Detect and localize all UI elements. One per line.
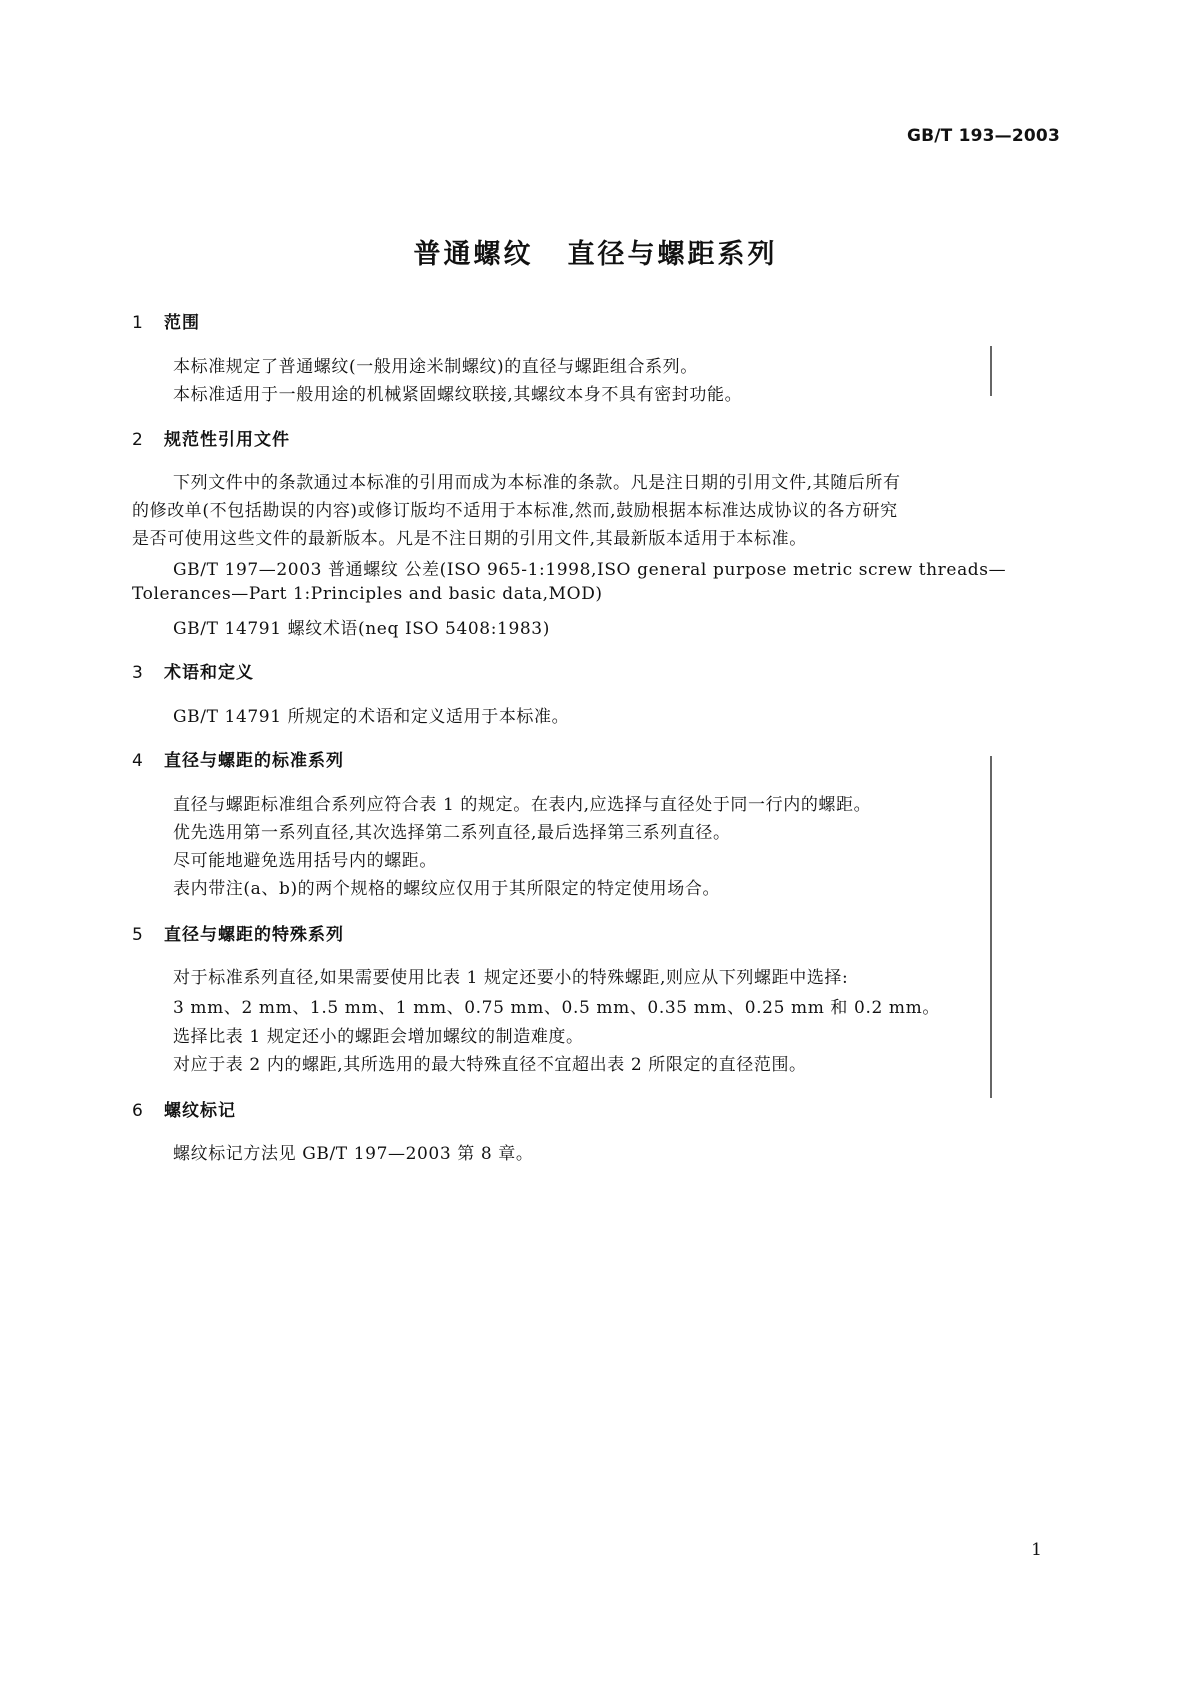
- paragraph: 螺纹标记方法见 GB/T 197—2003 第 8 章。: [173, 1144, 534, 1164]
- standard-code: GB/T 193—2003: [906, 126, 1060, 146]
- title-part-1: 普通螺纹: [413, 239, 534, 270]
- title-part-2: 直径与螺距系列: [567, 239, 778, 270]
- reference-gbt-197-continued: Tolerances—Part 1:Principles and basic data,MOD): [132, 584, 603, 604]
- section-6-heading: [132, 1096, 236, 1121]
- paragraph: 本标准适用于一般用途的机械紧固螺纹联接,其螺纹本身不具有密封功能。: [173, 385, 743, 405]
- reference-gbt-197: GB/T 197—2003 普通螺纹 公差(ISO 965-1:1998,ISO general purpose metric screw threads—: [173, 560, 1007, 580]
- section-title: 直径与螺距的特殊系列: [164, 925, 344, 945]
- paragraph: 是否可使用这些文件的最新版本。凡是不注日期的引用文件,其最新版本适用于本标准。: [132, 529, 807, 549]
- section-1-heading: [132, 308, 200, 333]
- section-2-heading: [132, 425, 290, 450]
- section-number: 3: [132, 663, 144, 683]
- change-bar: [990, 756, 992, 1098]
- section-4-heading: [132, 746, 344, 771]
- section-number: 4: [132, 751, 144, 771]
- section-title: 术语和定义: [164, 663, 254, 683]
- paragraph: 直径与螺距标准组合系列应符合表 1 的规定。在表内,应选择与直径处于同一行内的螺距。: [173, 795, 872, 815]
- paragraph: 优先选用第一系列直径,其次选择第二系列直径,最后选择第三系列直径。: [173, 823, 731, 843]
- section-number: 2: [132, 430, 144, 450]
- paragraph: 下列文件中的条款通过本标准的引用而成为本标准的条款。凡是注日期的引用文件,其随后所有: [173, 473, 901, 493]
- paragraph: 选择比表 1 规定还小的螺距会增加螺纹的制造难度。: [173, 1027, 584, 1047]
- paragraph: 尽可能地避免选用括号内的螺距。: [173, 851, 437, 871]
- section-5-heading: [132, 920, 344, 945]
- section-number: 1: [132, 313, 144, 333]
- paragraph: 的修改单(不包括勘误的内容)或修订版均不适用于本标准,然而,鼓励根据本标准达成协议的各方研究: [132, 501, 898, 521]
- paragraph: GB/T 14791 所规定的术语和定义适用于本标准。: [173, 707, 570, 727]
- paragraph: 表内带注(a、b)的两个规格的螺纹应仅用于其所限定的特定使用场合。: [173, 879, 721, 899]
- section-number: 5: [132, 925, 144, 945]
- paragraph: 对应于表 2 内的螺距,其所选用的最大特殊直径不宜超出表 2 所限定的直径范围。: [173, 1055, 807, 1075]
- document-title: [0, 232, 1191, 271]
- section-title: 规范性引用文件: [164, 430, 290, 450]
- change-bar: [990, 346, 992, 396]
- section-title: 范围: [164, 313, 200, 333]
- section-title: 螺纹标记: [164, 1101, 236, 1121]
- paragraph: 对于标准系列直径,如果需要使用比表 1 规定还要小的特殊螺距,则应从下列螺距中选择:: [173, 968, 849, 988]
- section-3-heading: [132, 658, 254, 683]
- reference-gbt-14791: GB/T 14791 螺纹术语(neq ISO 5408:1983): [173, 619, 550, 639]
- paragraph: 本标准规定了普通螺纹(一般用途米制螺纹)的直径与螺距组合系列。: [173, 357, 698, 377]
- pitch-list: 3 mm、2 mm、1.5 mm、1 mm、0.75 mm、0.5 mm、0.35 mm、0.25 mm 和 0.2 mm。: [173, 998, 940, 1018]
- section-number: 6: [132, 1101, 144, 1121]
- page-number: 1: [1031, 1540, 1042, 1560]
- section-title: 直径与螺距的标准系列: [164, 751, 344, 771]
